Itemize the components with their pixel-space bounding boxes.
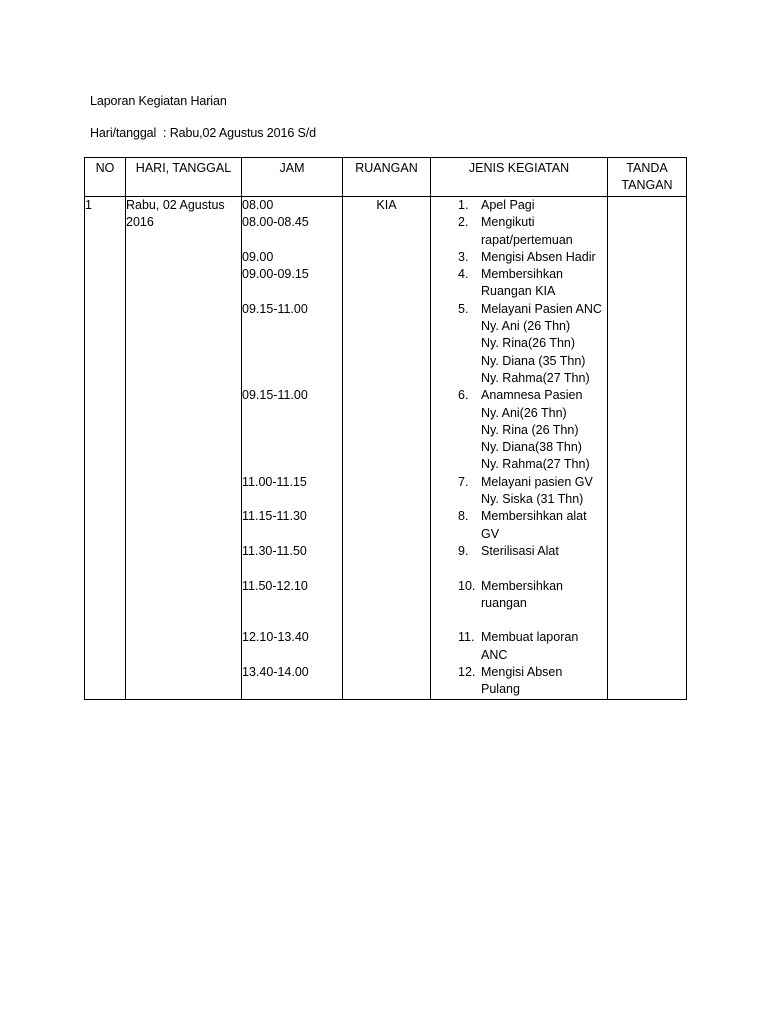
list-item-line: Membersihkan alat bbox=[481, 509, 587, 524]
list-item-number-wrap bbox=[431, 387, 481, 473]
jam-line: 09.15-11.00 bbox=[242, 388, 308, 403]
cell-no: 1 bbox=[85, 197, 126, 700]
jam-line bbox=[242, 595, 342, 612]
list-item-text bbox=[481, 474, 607, 509]
list-item-text bbox=[481, 629, 607, 664]
jam-line: 09.00 bbox=[242, 249, 274, 264]
list-item bbox=[431, 629, 607, 664]
cell-jenis-kegiatan bbox=[431, 197, 608, 700]
list-item-number: 6. bbox=[458, 388, 469, 403]
header-jenis-kegiatan: JENIS KEGIATAN bbox=[431, 158, 608, 197]
list-item-line: Ny. Ani (26 Thn) bbox=[481, 319, 571, 334]
header-tanda-line1: TANDA bbox=[626, 161, 668, 175]
jam-line: 11.00-11.15 bbox=[242, 474, 307, 489]
header-jam: JAM bbox=[242, 158, 343, 197]
list-item-text bbox=[481, 197, 607, 214]
list-item-number: 10. bbox=[458, 578, 476, 593]
list-item-number-wrap bbox=[431, 266, 481, 301]
list-item-line: Ny. Rahma(27 Thn) bbox=[481, 370, 590, 385]
list-item-number-wrap bbox=[431, 664, 481, 699]
table-header-row bbox=[85, 158, 687, 197]
list-item-line: Sterilisasi Alat bbox=[481, 543, 559, 558]
list-item-number: 1. bbox=[458, 198, 469, 212]
jam-line bbox=[242, 405, 342, 422]
header-no: NO bbox=[85, 158, 126, 197]
jam-line: 12.10-13.40 bbox=[242, 630, 309, 645]
list-item-line: GV bbox=[481, 526, 500, 541]
list-item-text bbox=[481, 664, 607, 699]
jam-line: 11.50-12.10 bbox=[242, 578, 308, 593]
jam-line bbox=[242, 612, 342, 629]
cell-hari-tanggal bbox=[126, 197, 242, 700]
list-item-text bbox=[481, 214, 607, 249]
list-item bbox=[431, 301, 607, 387]
list-item-text bbox=[481, 387, 607, 473]
activity-table bbox=[84, 157, 687, 700]
list-item bbox=[431, 387, 607, 473]
jam-line bbox=[242, 456, 342, 473]
list-item bbox=[431, 249, 607, 266]
list-item bbox=[431, 474, 607, 509]
jam-line: 09.00-09.15 bbox=[242, 267, 309, 282]
jam-line bbox=[242, 283, 342, 300]
list-item-line: Ny. Diana (35 Thn) bbox=[481, 353, 586, 368]
jam-line bbox=[242, 560, 342, 577]
jam-line bbox=[242, 422, 342, 439]
jam-line: 08.00-08.45 bbox=[242, 215, 309, 230]
list-item-number: 3. bbox=[458, 249, 469, 264]
jam-line bbox=[242, 647, 342, 664]
list-item-number: 11. bbox=[458, 630, 475, 645]
header-tanda-line2: TANGAN bbox=[621, 178, 673, 192]
list-item-text bbox=[481, 543, 607, 560]
jam-line bbox=[242, 318, 342, 335]
list-item-line: Membuat laporan bbox=[481, 630, 579, 645]
header-hari-tanggal: HARI, TANGGAL bbox=[126, 158, 242, 197]
list-item-text bbox=[481, 249, 607, 266]
list-item-line: Ny. Rahma(27 Thn) bbox=[481, 457, 590, 472]
jam-line bbox=[242, 491, 342, 508]
list-item-line: Ny. Diana(38 Thn) bbox=[481, 440, 582, 455]
list-item-number-wrap bbox=[431, 301, 481, 387]
list-item-number: 12. bbox=[458, 665, 476, 680]
list-item-number: 5. bbox=[458, 301, 469, 316]
hari-line1: Rabu, 02 Agustus bbox=[126, 198, 225, 212]
list-item-line: Mengisi Absen bbox=[481, 665, 563, 680]
list-spacer bbox=[431, 612, 607, 629]
header-tanda-tangan bbox=[608, 158, 687, 197]
list-item-line: Ny. Siska (31 Thn) bbox=[481, 492, 584, 507]
list-item-line: Ny. Ani(26 Thn) bbox=[481, 405, 567, 420]
jam-line bbox=[242, 353, 342, 370]
jam-line: 08.00 bbox=[242, 198, 274, 212]
jam-line: 09.15-11.00 bbox=[242, 301, 308, 316]
list-item bbox=[431, 664, 607, 699]
list-item-number-wrap bbox=[431, 197, 481, 214]
list-item-text bbox=[481, 508, 607, 543]
list-item-line: Ny. Rina (26 Thn) bbox=[481, 422, 579, 437]
list-item bbox=[431, 266, 607, 301]
list-item-line: Ny. Rina(26 Thn) bbox=[481, 336, 576, 351]
list-item-number-wrap bbox=[431, 508, 481, 543]
list-item-number-wrap bbox=[431, 249, 481, 266]
table-row bbox=[85, 197, 687, 700]
cell-tanda-tangan bbox=[608, 197, 687, 700]
list-item-number-wrap bbox=[431, 629, 481, 664]
list-item-line: Membersihkan bbox=[481, 578, 563, 593]
list-item bbox=[431, 508, 607, 543]
list-item-line: Apel Pagi bbox=[481, 198, 535, 212]
list-item-line: Pulang bbox=[481, 682, 520, 697]
list-item bbox=[431, 578, 607, 613]
list-item-number: 4. bbox=[458, 267, 469, 282]
list-item bbox=[431, 214, 607, 249]
jam-line: 11.15-11.30 bbox=[242, 509, 307, 524]
list-item-line: Melayani pasien GV bbox=[481, 474, 593, 489]
list-item-number-wrap bbox=[431, 474, 481, 509]
list-item-line: Anamnesa Pasien bbox=[481, 388, 583, 403]
cell-ruangan: KIA bbox=[343, 197, 431, 700]
list-item-line: ANC bbox=[481, 647, 508, 662]
list-item-line: rapat/pertemuan bbox=[481, 232, 573, 247]
list-item-number: 8. bbox=[458, 509, 469, 524]
jam-line: 13.40-14.00 bbox=[242, 665, 309, 680]
list-item-number-wrap bbox=[431, 214, 481, 249]
list-item-line: Membersihkan bbox=[481, 267, 563, 282]
jam-line bbox=[242, 526, 342, 543]
list-item-number-wrap bbox=[431, 543, 481, 560]
jam-line: 11.30-11.50 bbox=[242, 543, 307, 558]
list-item-line: Mengikuti bbox=[481, 215, 535, 230]
jam-line bbox=[242, 232, 342, 249]
list-item-text bbox=[481, 578, 607, 613]
list-spacer bbox=[431, 560, 607, 577]
list-item-number: 9. bbox=[458, 543, 469, 558]
list-item-line: ruangan bbox=[481, 595, 527, 610]
date-line: Hari/tanggal : Rabu,02 Agustus 2016 S/d bbox=[90, 126, 317, 140]
list-item bbox=[431, 197, 607, 214]
header-ruangan: RUANGAN bbox=[343, 158, 431, 197]
jam-line bbox=[242, 335, 342, 352]
list-item-text bbox=[481, 301, 607, 387]
list-item-number: 7. bbox=[458, 474, 469, 489]
hari-line2: 2016 bbox=[126, 215, 154, 230]
cell-jam bbox=[242, 197, 343, 700]
document-title: Laporan Kegiatan Harian bbox=[90, 94, 227, 108]
list-item bbox=[431, 543, 607, 560]
list-item-number: 2. bbox=[458, 215, 469, 230]
list-item-number-wrap bbox=[431, 578, 481, 613]
list-item-line: Ruangan KIA bbox=[481, 284, 556, 299]
jam-line bbox=[242, 370, 342, 387]
list-item-line: Mengisi Absen Hadir bbox=[481, 249, 596, 264]
list-item-text bbox=[481, 266, 607, 301]
list-item-line: Melayani Pasien ANC bbox=[481, 301, 602, 316]
jam-line bbox=[242, 681, 342, 698]
jam-line bbox=[242, 439, 342, 456]
